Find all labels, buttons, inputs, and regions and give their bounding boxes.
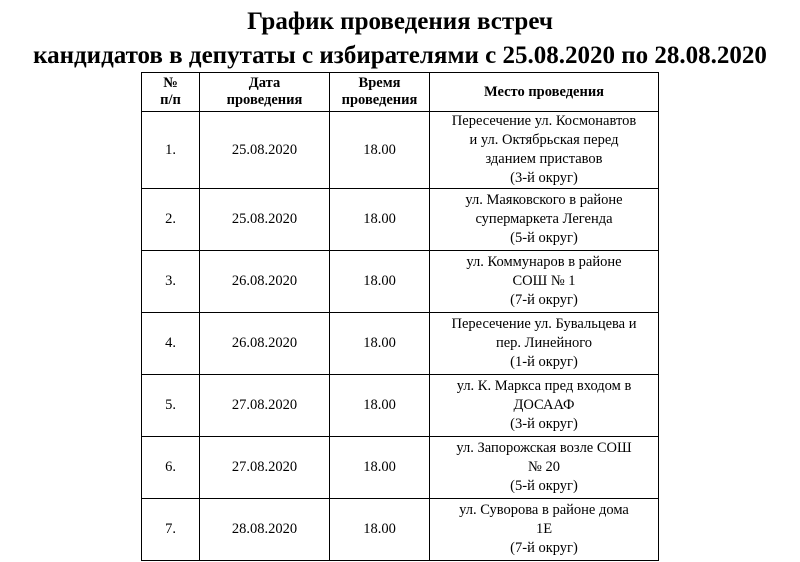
place-line: Пересечение ул. Бувальцева и <box>451 316 637 332</box>
place-line: зданием приставов <box>485 151 603 167</box>
header-date-line: Дата <box>248 75 281 91</box>
row-time: 18.00 <box>330 313 430 375</box>
place-line: ул. Маяковского в районе <box>465 192 623 208</box>
place-line: ул. Запорожская возле СОШ <box>456 440 632 456</box>
row-date: 25.08.2020 <box>200 189 330 251</box>
row-place <box>430 112 659 189</box>
row-place <box>430 437 659 499</box>
place-line: 1Е <box>535 521 553 537</box>
row-date: 27.08.2020 <box>200 437 330 499</box>
table-row <box>142 499 659 561</box>
header-date <box>200 73 330 112</box>
schedule-table <box>141 72 659 561</box>
header-time-line: проведения <box>341 92 418 108</box>
row-time: 18.00 <box>330 189 430 251</box>
row-number: 6. <box>142 437 200 499</box>
row-time: 18.00 <box>330 499 430 561</box>
row-number: 1. <box>142 112 200 189</box>
header-date-line: проведения <box>226 92 303 108</box>
row-place <box>430 189 659 251</box>
row-place <box>430 375 659 437</box>
row-date: 26.08.2020 <box>200 251 330 313</box>
place-line: ул. К. Маркса пред входом в <box>456 378 632 394</box>
place-line: Пересечение ул. Космонавтов <box>451 113 637 129</box>
row-number: 7. <box>142 499 200 561</box>
row-number: 4. <box>142 313 200 375</box>
header-number-line: п/п <box>160 92 181 108</box>
header-number-line: № <box>163 75 178 91</box>
document-title-line-2: кандидатов в депутаты с избирателями с 25.08.2020 по 28.08.2020 <box>33 42 767 69</box>
place-line: и ул. Октябрьская перед <box>469 132 619 148</box>
place-line: (7-й округ) <box>510 292 578 308</box>
row-number: 2. <box>142 189 200 251</box>
place-line: (3-й округ) <box>510 416 578 432</box>
place-line: СОШ № 1 <box>512 273 576 289</box>
row-date: 28.08.2020 <box>200 499 330 561</box>
place-line: (3-й округ) <box>510 170 578 186</box>
row-date: 27.08.2020 <box>200 375 330 437</box>
table-row <box>142 112 659 189</box>
header-row <box>142 73 659 112</box>
place-line: ДОСААФ <box>513 397 575 413</box>
header-time-line: Время <box>358 75 401 91</box>
row-date: 25.08.2020 <box>200 112 330 189</box>
place-line: (1-й округ) <box>510 354 578 370</box>
header-place: Место проведения <box>430 73 659 112</box>
schedule-body <box>142 112 659 561</box>
place-line: (5-й округ) <box>510 230 578 246</box>
place-line: ул. Суворова в районе дома <box>459 502 629 518</box>
row-number: 3. <box>142 251 200 313</box>
row-time: 18.00 <box>330 112 430 189</box>
table-row <box>142 251 659 313</box>
row-time: 18.00 <box>330 251 430 313</box>
row-date: 26.08.2020 <box>200 313 330 375</box>
document-title-line-1: График проведения встреч <box>247 8 553 35</box>
header-number <box>142 73 200 112</box>
row-time: 18.00 <box>330 375 430 437</box>
place-line: пер. Линейного <box>495 335 593 351</box>
table-row <box>142 189 659 251</box>
place-line: (5-й округ) <box>510 478 578 494</box>
table-row <box>142 313 659 375</box>
table-row <box>142 375 659 437</box>
row-place <box>430 313 659 375</box>
row-time: 18.00 <box>330 437 430 499</box>
table-row <box>142 437 659 499</box>
place-line: № 20 <box>528 459 560 475</box>
header-time <box>330 73 430 112</box>
row-place <box>430 251 659 313</box>
place-line: супермаркета Легенда <box>475 211 613 227</box>
row-number: 5. <box>142 375 200 437</box>
row-place <box>430 499 659 561</box>
place-line: (7-й округ) <box>510 540 578 556</box>
place-line: ул. Коммунаров в районе <box>466 254 622 270</box>
